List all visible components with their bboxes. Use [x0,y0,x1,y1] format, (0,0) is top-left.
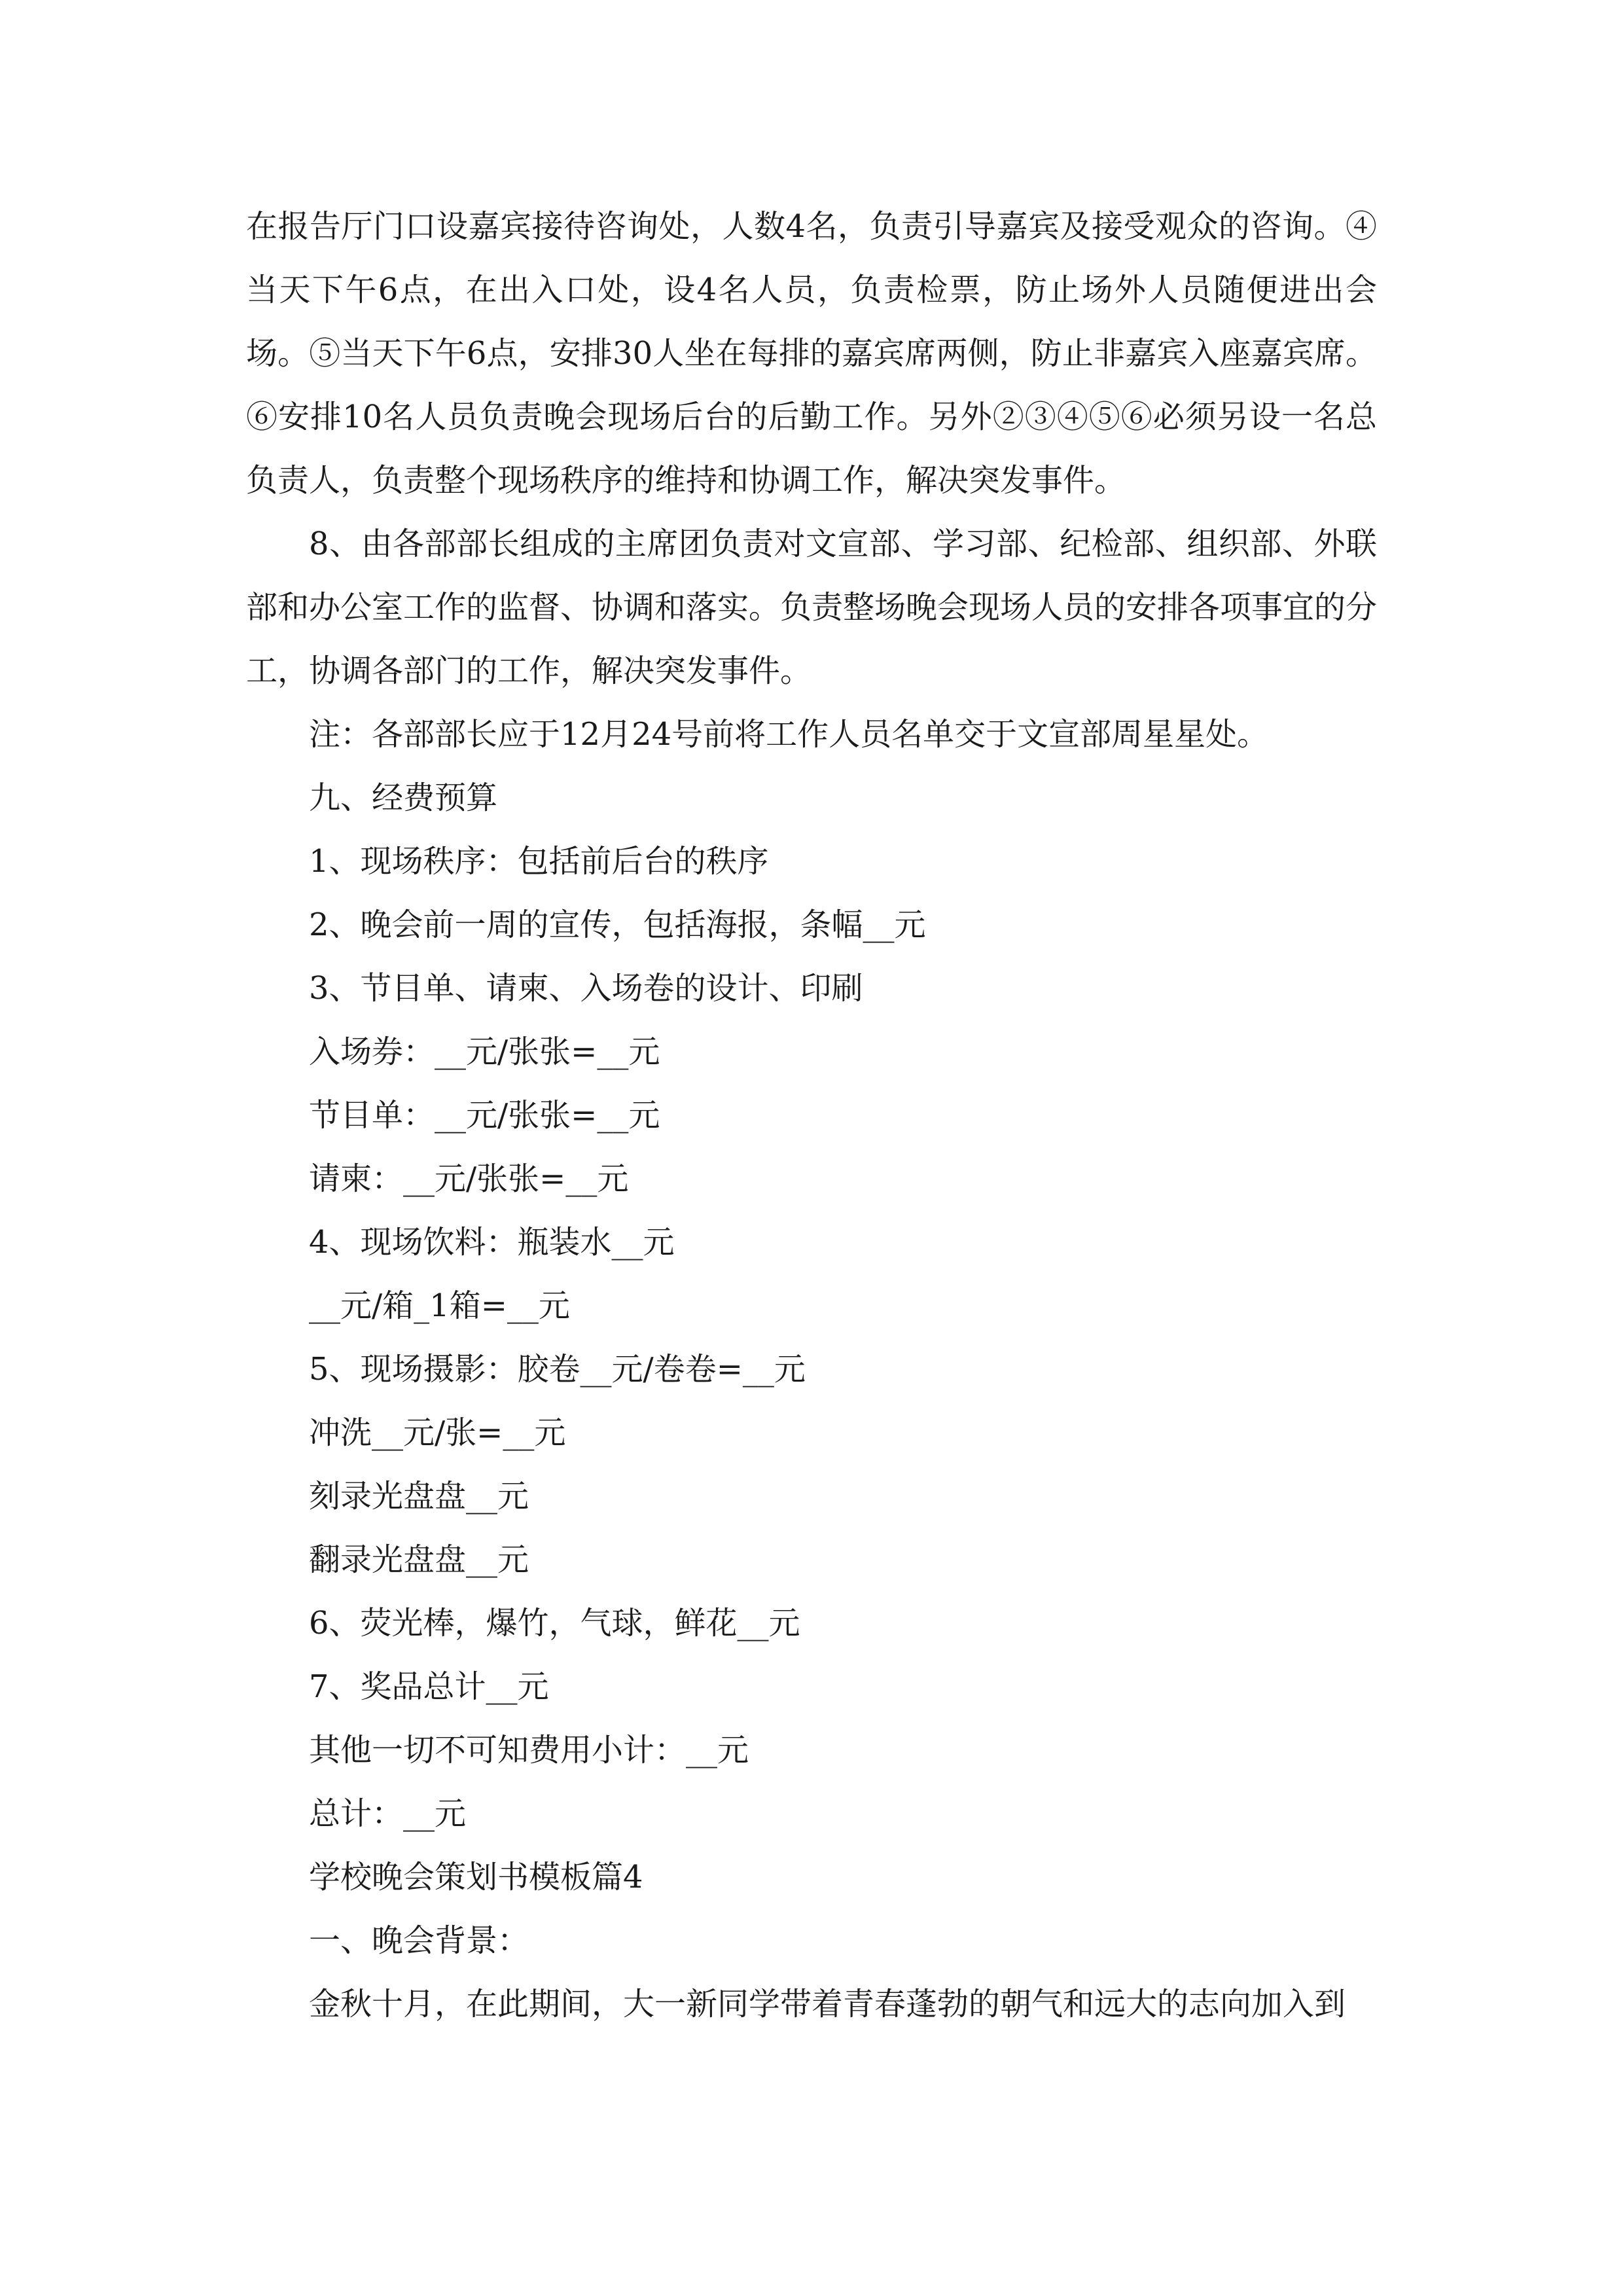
section-heading-background: 一、晚会背景： [309,1922,529,1959]
budget-line-burn-disc: 刻录光盘盘__元 [309,1478,529,1515]
budget-item-printing: 3、节目单、请柬、入场卷的设计、印刷 [309,970,863,1007]
paragraph-staff-arrangement: 在报告厅门口设嘉宾接待咨询处，人数4名，负责引导嘉宾及接受观众的咨询。④当天下午6点，在出入口处，设4名人员，负责检票，防止场外人员随便进出会场。⑤当天下午6点，安排30人坐在每排的嘉宾席两侧，防止非嘉宾入座嘉宾席。⑥安排10名人员负责晚会现场后台的后勤工作。另外②③④⑤⑥必须另设一名总负责人，负责整个现场秩序的维持和协调工作，解决突发事件。 [246,208,1377,499]
background-text-start: 金秋十月，在此期间，大一新同学带着青春蓬勃的朝气和远大的志向加入到 [309,1986,1346,2022]
budget-line-developing: 冲洗__元/张=__元 [309,1414,566,1451]
budget-line-invitations: 请柬：__元/张张=__元 [309,1160,629,1197]
budget-total: 总计：__元 [309,1795,467,1832]
budget-line-tickets: 入场券：__元/张张=__元 [309,1033,660,1070]
paragraph-presidium-duties: 8、由各部部长组成的主席团负责对文宣部、学习部、纪检部、组织部、外联部和办公室工作的监督、协调和落实。负责整场晚会现场人员的安排各项事宜的分工，协调各部门的工作，解决突发事件。 [246,526,1378,689]
budget-item-publicity: 2、晚会前一周的宣传，包括海报，条幅__元 [309,906,926,943]
budget-item-prizes: 7、奖品总计__元 [309,1668,549,1705]
budget-item-order: 1、现场秩序：包括前后台的秩序 [309,843,769,880]
budget-item-photography: 5、现场摄影：胶卷__元/卷卷=__元 [309,1351,806,1388]
budget-item-drinks: 4、现场饮料：瓶装水__元 [309,1224,675,1261]
budget-line-programs: 节目单：__元/张张=__元 [309,1097,660,1134]
note-staff-list: 注：各部部长应于12月24号前将工作人员名单交于文宣部周星星处。 [309,716,1269,753]
document-body [246,195,1377,2036]
section-heading-budget: 九、经费预算 [309,780,498,816]
budget-item-props: 6、荧光棒，爆竹，气球，鲜花__元 [309,1605,800,1641]
budget-line-copy-disc: 翻录光盘盘__元 [309,1541,529,1578]
budget-line-drinks-per-box: __元/箱_1箱=__元 [309,1287,570,1324]
budget-line-misc: 其他一切不可知费用小计：__元 [309,1732,749,1768]
template-title-part4: 学校晚会策划书模板篇4 [309,1859,643,1895]
